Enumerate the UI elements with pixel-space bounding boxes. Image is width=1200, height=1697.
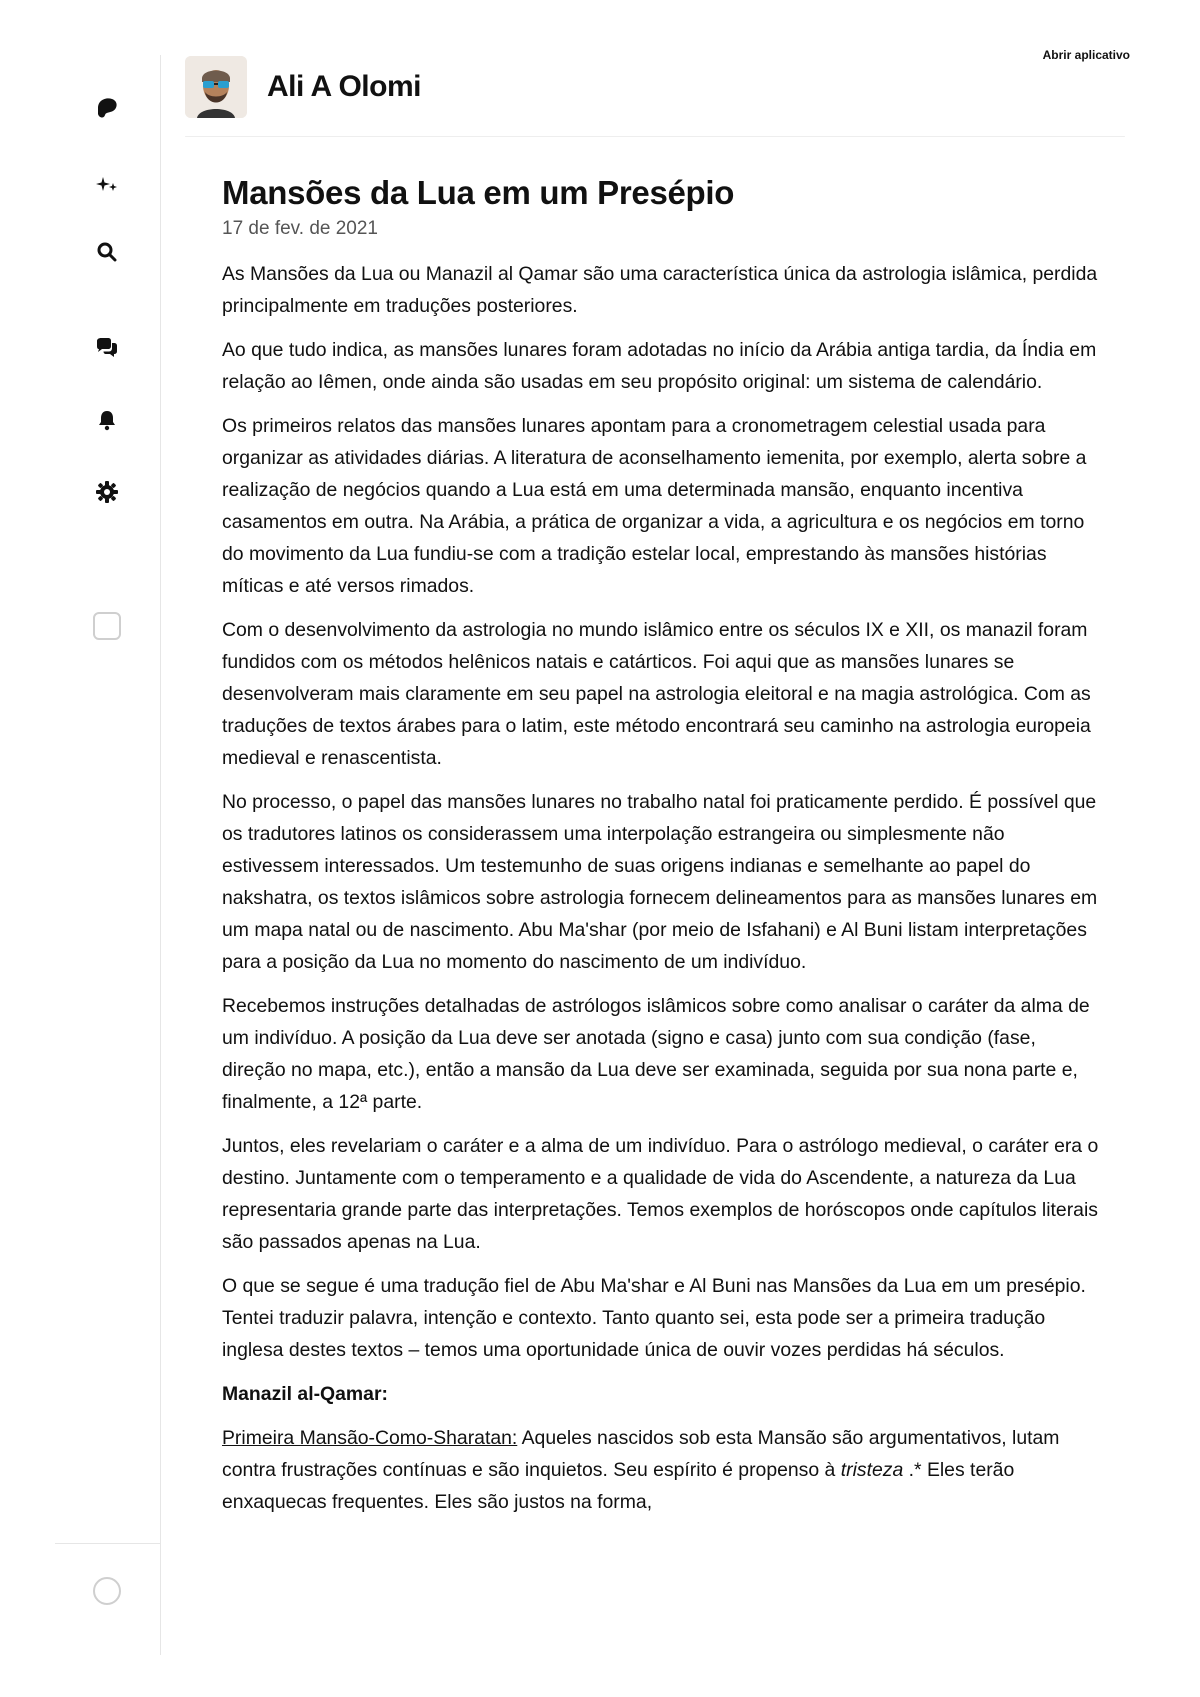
mansion-title-link[interactable]: Primeira Mansão-Como-Sharatan:	[222, 1427, 518, 1449]
checkbox-icon[interactable]	[93, 612, 121, 640]
author-header	[185, 56, 421, 118]
sidebar-divider	[160, 55, 161, 1655]
paragraph: Recebemos instruções detalhadas de astrólogos islâmicos sobre como analisar o caráter da alma de um indivíduo. A posição da Lua deve ser anotada (signo e casa) junto com sua condição (fase, direção no mapa, etc.), então a mansão da Lua deve ser examinada, seguida por sua nona parte e, finalmente, a 12ª parte.	[222, 995, 1090, 1113]
mansion-text-b: .* Eles terão enxaquecas frequentes. Eles são justos na forma,	[222, 1459, 1015, 1513]
open-app-link[interactable]: Abrir aplicativo	[1042, 48, 1130, 62]
profile-circle-icon[interactable]	[93, 1577, 121, 1605]
paragraph: Ao que tudo indica, as mansões lunares foram adotadas no início da Arábia antiga tardia, da Índia em relação ao Iêmen, onde ainda são usadas em seu propósito original: um sistema de calendário.	[222, 339, 1097, 393]
paragraph: O que se segue é uma tradução fiel de Abu Ma'shar e Al Buni nas Mansões da Lua em um presépio. Tentei traduzir palavra, intenção e contexto. Tanto quanto sei, esta pode ser a primeira tradução inglesa destes textos – temos uma oportunidade única de ouvir vozes perdidas há séculos.	[222, 1275, 1086, 1361]
paragraph: Juntos, eles revelariam o caráter e a alma de um indivíduo. Para o astrólogo medieval, o caráter era o destino. Juntamente com o temperamento e a qualidade de vida do Ascendente, a natureza da Lua representaria grande parte das interpretações. Temos exemplos de horóscopos onde capítulos literais são passados apenas na Lua.	[222, 1135, 1099, 1253]
mansion-emphasis: tristeza	[840, 1459, 904, 1481]
paragraph: Os primeiros relatos das mansões lunares apontam para a cronometragem celestial usada para organizar as atividades diárias. A literatura de aconselhamento iemenita, por exemplo, alerta sobre a realização de negócios quando a Lua está em uma determinada mansão, enquanto incentiva casamentos em outra. Na Arábia, a prática de organizar a vida, a agricultura e os negócios em torno do movimento da Lua fundiu-se com a tradição estelar local, emprestando às mansões histórias míticas e até versos rimados.	[222, 415, 1087, 597]
mansion-paragraph	[222, 1422, 1102, 1518]
sparkle-icon[interactable]	[92, 170, 122, 200]
article-date: 17 de fev. de 2021	[222, 218, 378, 239]
settings-icon[interactable]	[92, 477, 122, 507]
logo-icon[interactable]	[92, 92, 122, 122]
article-title: Mansões da Lua em um Presépio	[222, 174, 735, 211]
article	[222, 172, 1102, 1530]
sidebar-bottom-divider	[55, 1543, 160, 1544]
author-name[interactable]: Ali A Olomi	[267, 70, 421, 103]
chat-icon[interactable]	[92, 333, 122, 363]
bell-icon[interactable]	[92, 405, 122, 435]
paragraph: No processo, o papel das mansões lunares no trabalho natal foi praticamente perdido. É possível que os tradutores latinos os considerassem uma interpolação estrangeira ou simplesmente não estivessem interessados. Um testemunho de suas origens indianas e semelhante ao papel do nakshatra, os textos islâmicos sobre astrologia fornecem delineamentos para as mansões lunares em um mapa natal ou de nascimento. Abu Ma'shar (por meio de Isfahani) e Al Buni listam interpretações para a posição da Lua no momento do nascimento de um indivíduo.	[222, 791, 1098, 973]
mansion-text-a: Aqueles nascidos sob esta Mansão são argumentativos, lutam contra frustrações contínuas e são inquietos. Seu espírito é propenso à	[222, 1427, 1060, 1481]
avatar[interactable]	[185, 56, 247, 118]
paragraph: Com o desenvolvimento da astrologia no mundo islâmico entre os séculos IX e XII, os manazil foram fundidos com os métodos helênicos natais e catárticos. Foi aqui que as mansões lunares se desenvolveram mais claramente em seu papel na astrologia eleitoral e na magia astrológica. Com as traduções de textos árabes para o latim, este método encontrará seu caminho na astrologia europeia medieval e renascentista.	[222, 619, 1091, 769]
header-divider	[185, 136, 1125, 137]
section-subheading: Manazil al-Qamar:	[222, 1383, 388, 1405]
search-icon[interactable]	[92, 237, 122, 267]
paragraph: As Mansões da Lua ou Manazil al Qamar são uma característica única da astrologia islâmica, perdida principalmente em traduções posteriores.	[222, 263, 1098, 317]
